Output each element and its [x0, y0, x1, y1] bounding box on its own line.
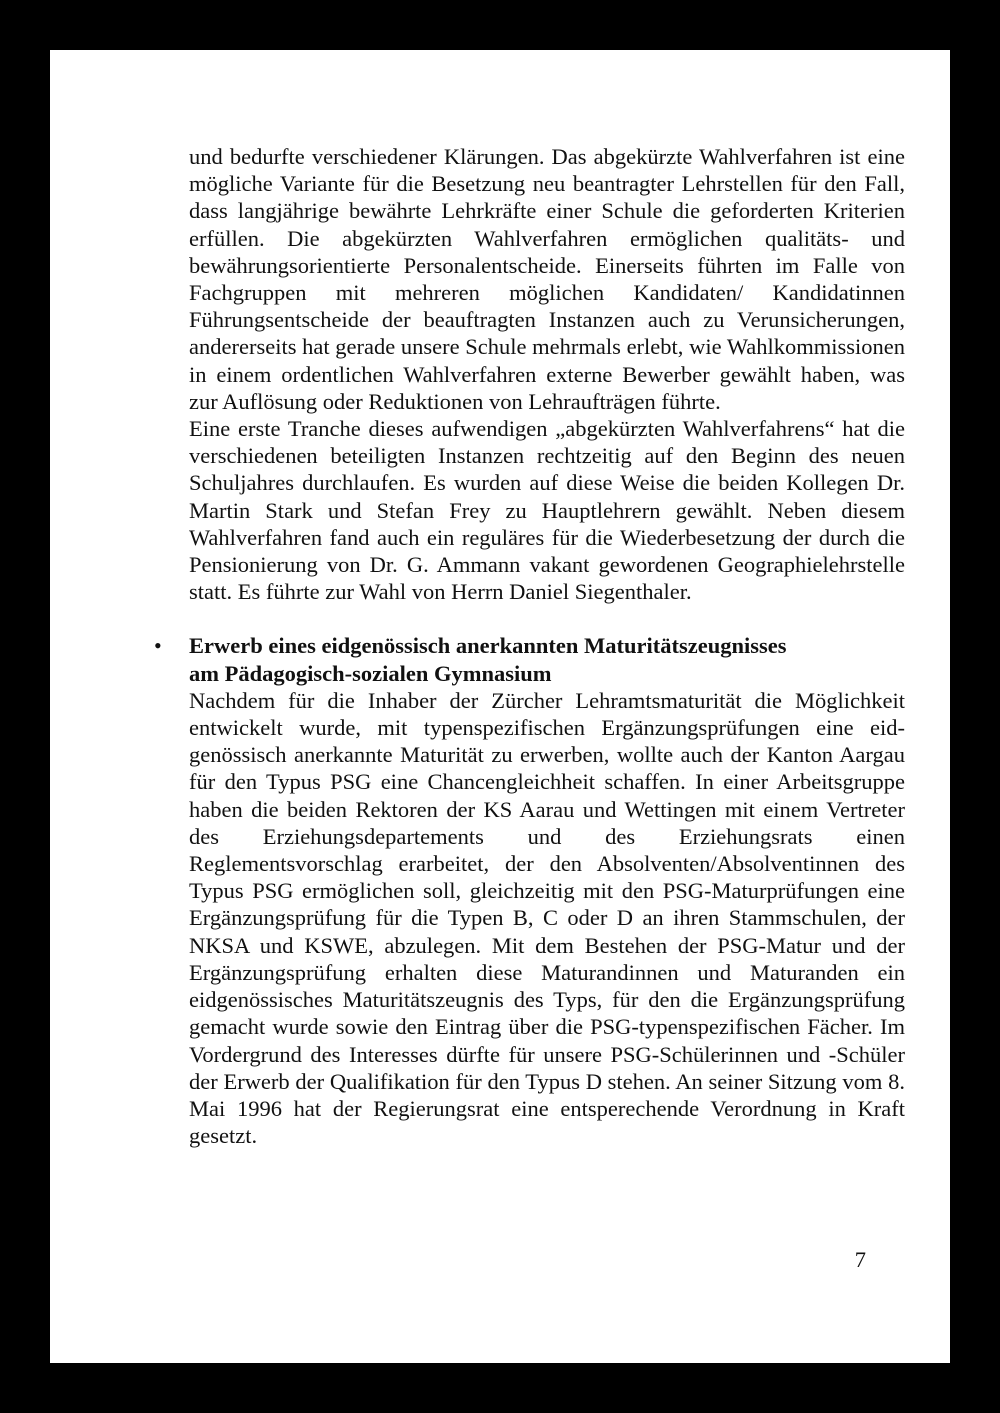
section-heading-line1: Erwerb eines eidgenössisch anerkannten Maturitätszeugnisses — [189, 633, 787, 659]
section-maturitaet — [154, 632, 905, 1149]
paragraph-tranche: Eine erste Tranche dieses aufwendigen „abgekürzten Wahlverfahrens“ hat die verschiedenen beteiligten Instanzen rechtzeitig auf den Beginn des neuen Schuljahres durchlaufen. Es wurden auf diese Weise die beiden Kollegen Dr. Martin Stark und Stefan Frey zu Hauptlehrern gewählt. Neben diesem Wahlverfahren fand auch ein reguläres für die Wiederbesetzung der durch die Pensionierung von Dr. G. Ammann vakant gewordenen Geographielehrstelle statt. Es führte zur Wahl von Herrn Daniel Siegenthaler. — [189, 416, 905, 605]
section-body: Nachdem für die Inhaber der Zürcher Lehramtsmaturität die Möglichkeit entwickelt wurde, mit typenspezifischen Ergänzungsprüfungen eine eidgenössisch anerkannte Maturität zu erwerben, wollte auch der Kanton Aargau für den Typus PSG eine Chancengleichheit schaffen. In einer Arbeitsgruppe haben die beiden Rektoren der KS Aarau und Wettingen mit einem Vertreter des Erziehungsdepartements und des Erziehungsrats einen Reglementsvorschlag erarbeitet, der den Absolventen/Absolventinnen des Typus PSG ermöglichen soll, gleichzeitig mit den PSG-Maturprüfungen eine Ergänzungsprüfung für die Typen B, C oder D an ihren Stammschulen, der NKSA und KSWE, abzulegen. Mit dem Bestehen der PSG-Matur und der Ergänzungsprüfung erhalten diese Maturandinnen und Maturanden ein eidgenössisches Maturitätszeugnis des Typs, für den die Ergänzungsprüfung gemacht wurde sowie den Eintrag über die PSG-typenspezifischen Fächer. Im Vordergrund des Interesses dürfte für unsere PSG-Schülerinnen und -Schüler der Erwerb der Qualifikation für den Typus D stehen. An seiner Sitzung vom 8. Mai 1996 hat der Regierungsrat eine entsperechende Verordnung in Kraft gesetzt. — [189, 687, 905, 1149]
bullet-icon: • — [154, 633, 162, 659]
page-body — [154, 143, 905, 1149]
document-page — [50, 50, 950, 1363]
paragraph-wahlverfahren: und bedurfte verschiedener Klärungen. Das abgekürzte Wahlverfahren ist eine mögliche Variante für die Besetzung neu beantragter Lehrstellen für den Fall, dass langjährige bewährte Lehrkräfte einer Schule die geforderten Kriterien erfüllen. Die abgekürzten Wahlverfahren ermöglichen qualitäts- und bewährungsorientierte Personalentscheide. Einerseits führten im Falle von Fachgruppen mit mehreren möglichen Kandidaten/ Kandidatinnen Führungsentscheide der beauftragten Instanzen auch zu Verunsicherungen, andererseits hat gerade unsere Schule mehrmals erlebt, wie Wahlkommissionen in einem ordentlichen Wahlverfahren externe Bewerber gewählt haben, was zur Auflösung oder Reduktionen von Lehraufträgen führte. — [189, 144, 905, 414]
section-heading — [189, 632, 905, 686]
page-number: 7 — [854, 1247, 866, 1272]
section-heading-line2: am Pädagogisch-sozialen Gymnasium — [189, 660, 552, 686]
